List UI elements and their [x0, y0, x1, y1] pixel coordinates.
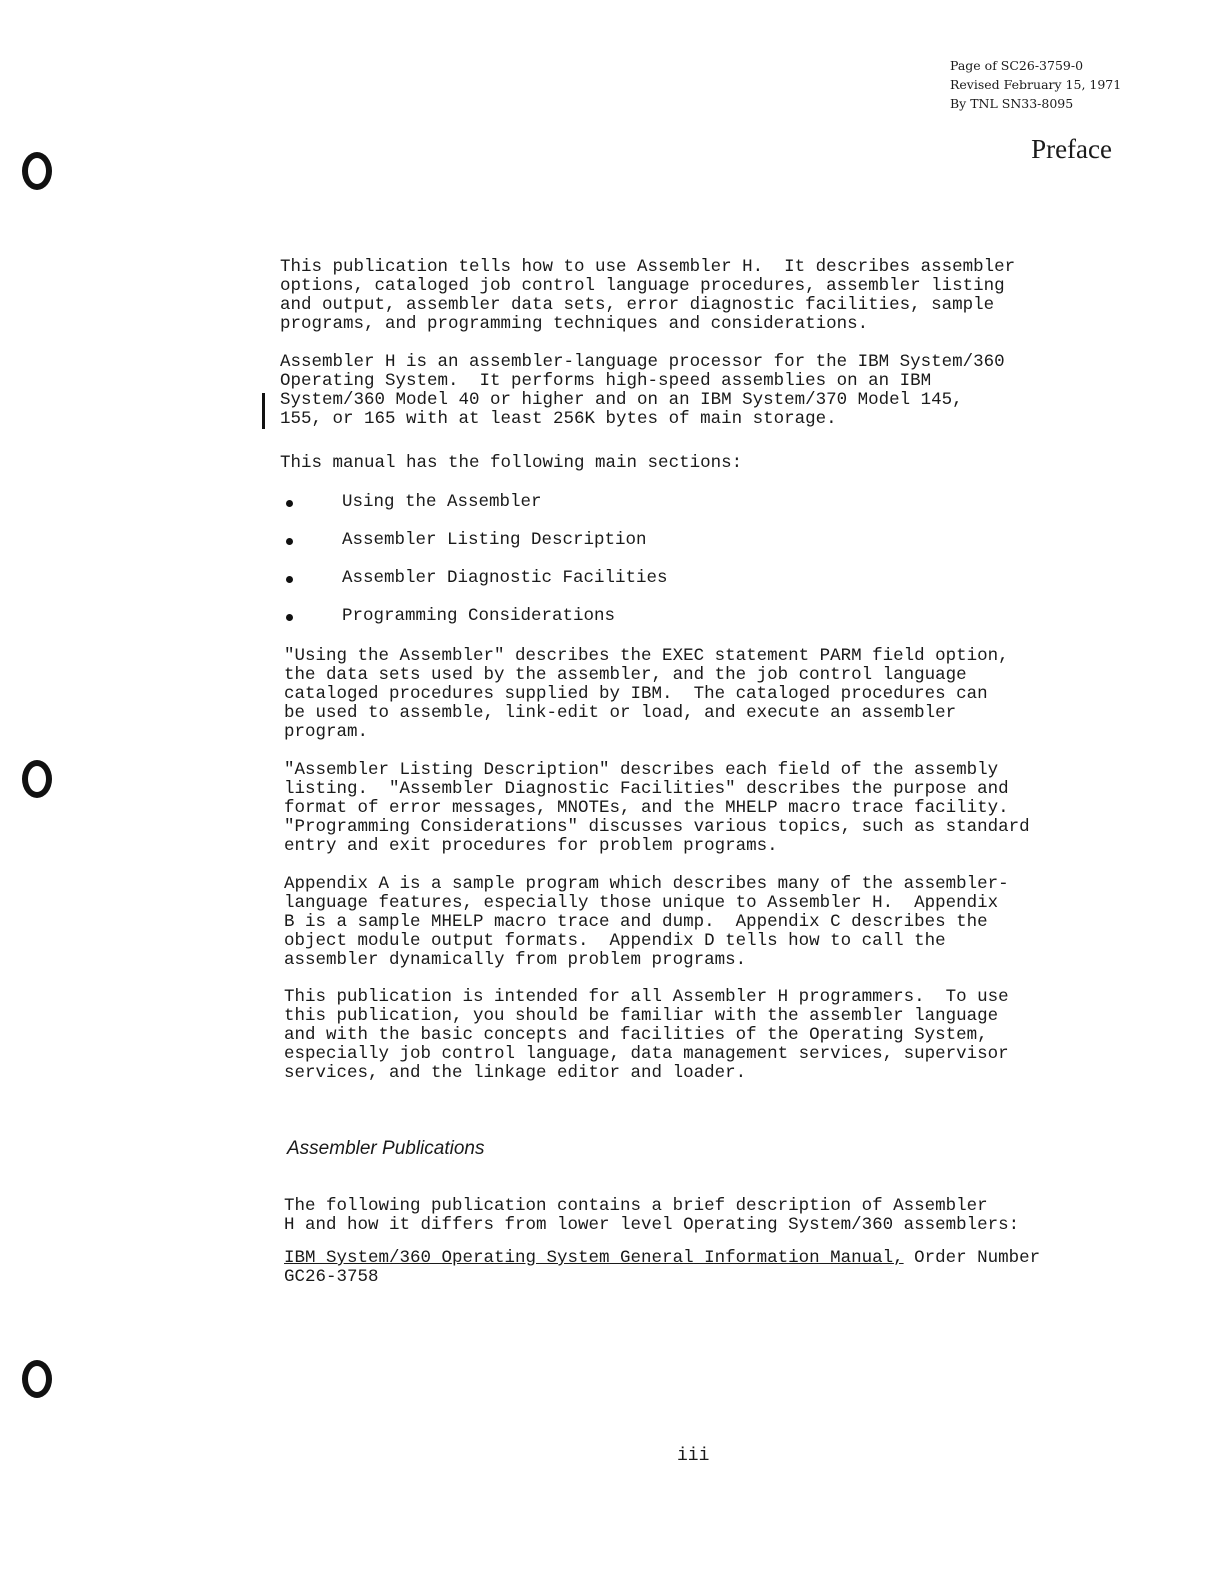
using-assembler-paragraph: "Using the Assembler" describes the EXEC statement PARM field option, the data sets used by the assembler, and the job control language cataloged procedures supplied by IBM. The cataloged procedures can be used to assemble, link-edit or load, and execute an assembler program.	[284, 646, 1009, 742]
punch-hole-middle	[22, 760, 52, 798]
list-item-label: Using the Assembler	[342, 492, 542, 512]
publications-intro: The following publication contains a brief description of Assembler H and how it differs from lower level Operating System/360 assemblers:	[284, 1196, 1020, 1235]
list-item-label: Programming Considerations	[342, 606, 616, 626]
list-item-label: Assembler Diagnostic Facilities	[342, 568, 668, 588]
punch-hole-bottom	[22, 1360, 52, 1398]
revision-bar	[262, 393, 265, 429]
list-item-label: Assembler Listing Description	[342, 530, 647, 550]
order-number-label: Order Number	[903, 1248, 1041, 1268]
bullet-icon	[286, 538, 293, 545]
main-sections-intro: This manual has the following main sections:	[280, 453, 743, 473]
bullet-icon	[286, 614, 293, 621]
revision-header	[950, 56, 1210, 113]
appendix-paragraph: Appendix A is a sample program which describes many of the assembler- language features, especially those unique to Assembler H. Appendix B is a sample MHELP macro trace and dump. Appendix C describes the object module output formats. Appendix D tells how to call the assembler dynamically from problem programs.	[284, 874, 1009, 970]
bullet-icon	[286, 576, 293, 583]
page-number: iii	[677, 1446, 710, 1466]
bullet-icon	[286, 500, 293, 507]
punch-hole-top	[22, 152, 52, 190]
header-tnl: By TNL SN33-8095	[950, 96, 1074, 111]
publication-title: IBM System/360 Operating System General Information Manual,	[284, 1248, 904, 1268]
page-title: Preface	[1031, 134, 1112, 164]
intro-paragraph: This publication tells how to use Assembler H. It describes assembler options, cataloged job control language procedures, assembler listing and output, assembler data sets, error diagnostic facilities, sample programs, and programming techniques and considerations.	[280, 257, 1016, 334]
header-page-of: Page of SC26-3759-0	[950, 58, 1084, 73]
section-heading: Assembler Publications	[287, 1138, 485, 1159]
listing-description-paragraph: "Assembler Listing Description" describes each field of the assembly listing. "Assembler Diagnostic Facilities" describes the purpose and format of error messages, MNOTEs, and the MHELP macro trace facility. "Programming Considerations" discusses various topics, such as standard entry and exit procedures for problem programs.	[284, 760, 1030, 856]
header-revised-date: Revised February 15, 1971	[950, 77, 1122, 92]
audience-paragraph: This publication is intended for all Assembler H programmers. To use this publication, you should be familiar with the assembler language and with the basic concepts and facilities of the Operating System, especially job control language, data management services, supervisor services, and the linkage editor and loader.	[284, 987, 1009, 1083]
publication-reference	[284, 1249, 1040, 1287]
order-number: GC26-3758	[284, 1267, 379, 1287]
assembler-h-paragraph: Assembler H is an assembler-language processor for the IBM System/360 Operating System. It performs high-speed assemblies on an IBM System/360 Model 40 or higher and on an IBM System/370 Model 145, 155, or 165 with at least 256K bytes of main storage.	[280, 352, 1005, 429]
